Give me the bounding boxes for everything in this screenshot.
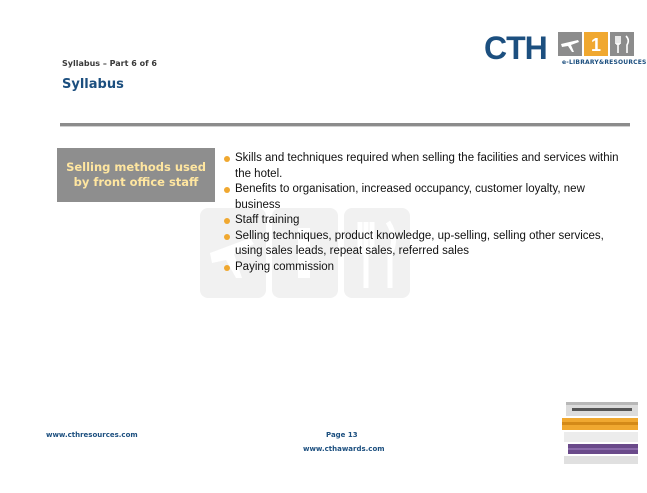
list-item-text: Selling techniques, product knowledge, up-selling, selling other services, using sales leads, repeat sales, referred sales [235, 229, 604, 257]
bullet-dot-icon [224, 265, 230, 271]
list-item-text: Paying commission [235, 260, 335, 273]
header-divider-shadow [60, 126, 630, 127]
bullet-dot-icon [224, 187, 230, 193]
topic-box [57, 148, 215, 202]
list-item-text: Benefits to organisation, increased occupancy, customer loyalty, new business [235, 183, 585, 211]
list-item [224, 213, 624, 229]
page-number: Page 13 [326, 431, 358, 439]
fork-knife-icon [610, 32, 634, 56]
list-item [224, 229, 624, 260]
svg-text:1: 1 [590, 35, 602, 55]
logo-text: CTH [484, 30, 547, 66]
logo-icons [558, 32, 638, 58]
cth-logo [484, 28, 647, 72]
list-item-text: Staff training [235, 214, 300, 226]
list-item [224, 182, 624, 213]
page-title: Syllabus [62, 77, 124, 92]
list-item-text: Skills and techniques required when selling the facilities and services within the hotel. [235, 152, 619, 180]
breadcrumb: Syllabus – Part 6 of 6 [62, 59, 157, 68]
bullet-list [224, 151, 624, 275]
books-stack-icon [562, 392, 638, 470]
bullet-dot-icon [224, 218, 230, 224]
bullet-dot-icon [224, 234, 230, 240]
footer-link-awards[interactable]: www.cthawards.com [303, 445, 385, 453]
logo-tagline: e-LIBRARY&RESOURCES [562, 59, 647, 66]
list-item [224, 151, 624, 182]
list-item [224, 260, 624, 276]
footer-link-resources[interactable]: www.cthresources.com [46, 431, 138, 439]
topic-label: Selling methods used by front office staff [66, 160, 206, 189]
bullet-dot-icon [224, 156, 230, 162]
